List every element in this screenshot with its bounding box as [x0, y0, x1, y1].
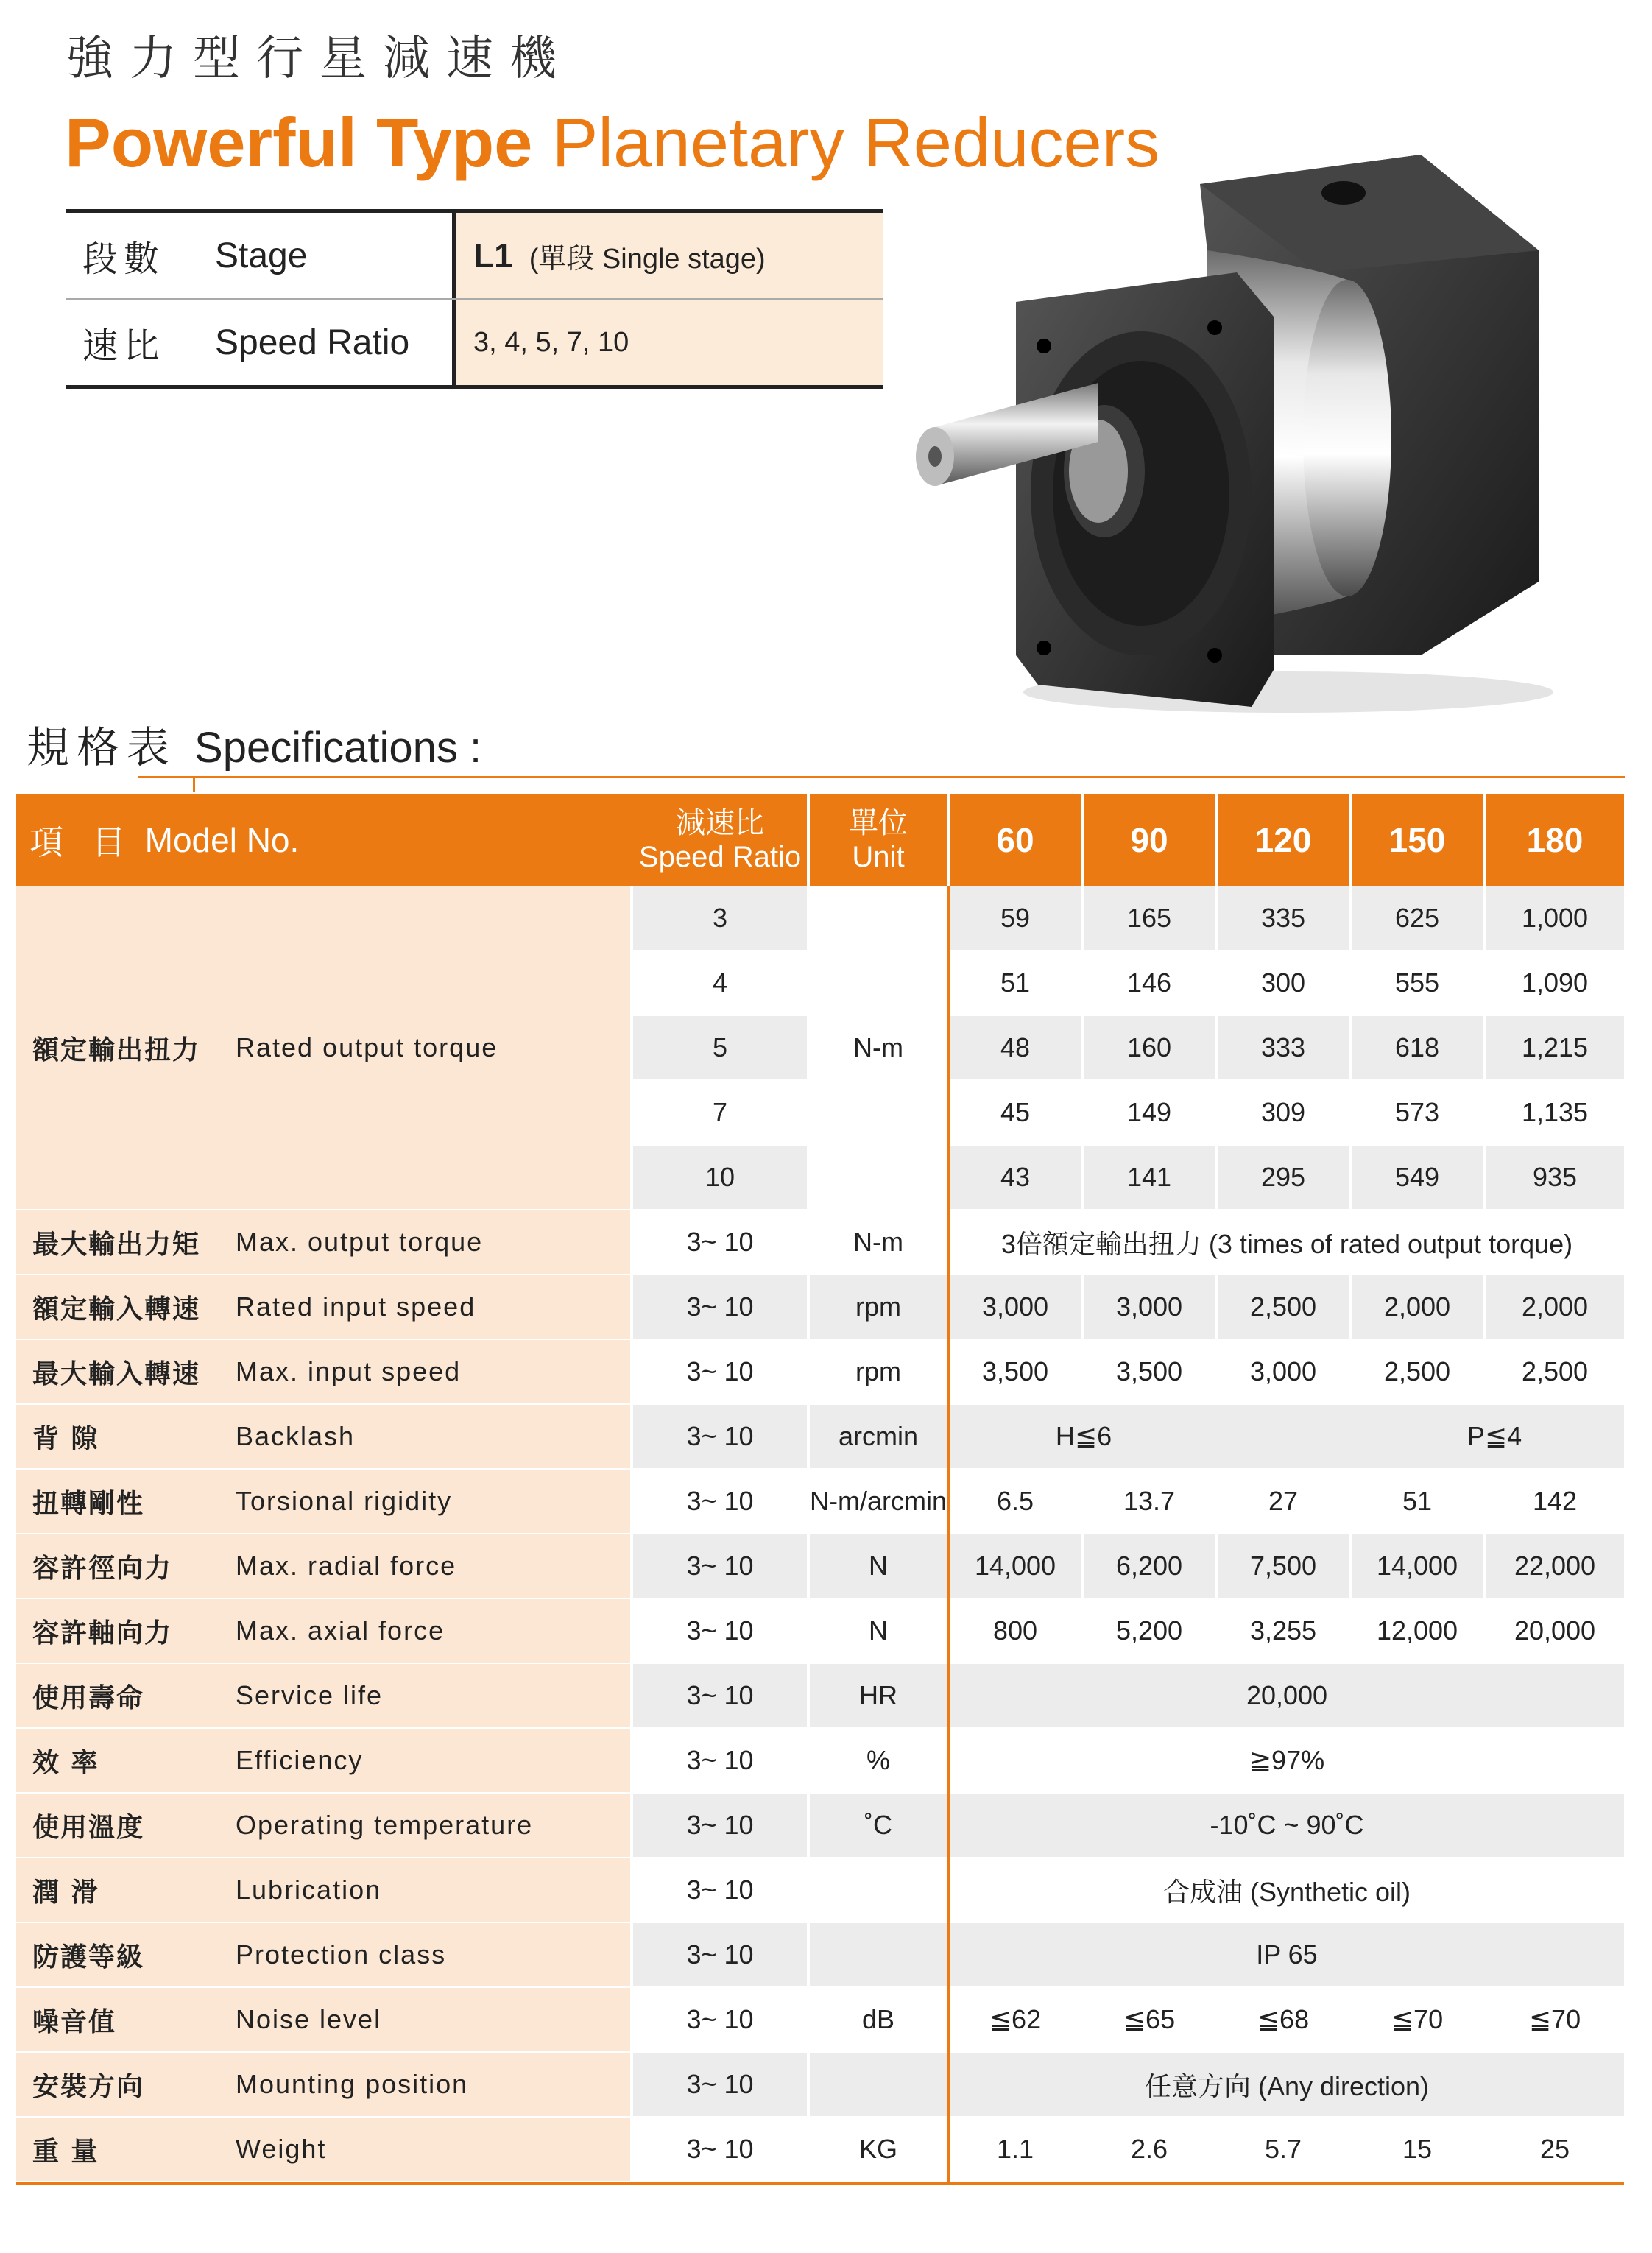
row-unit: rpm — [810, 1340, 947, 1403]
row-value: 14,000 — [950, 1534, 1081, 1598]
torque-value: 149 — [1084, 1081, 1215, 1144]
row-label-en: Torsional rigidity — [236, 1486, 453, 1516]
row-span-value: 20,000 — [950, 1664, 1624, 1727]
stage-value — [456, 213, 883, 298]
ratio-label-en: Speed Ratio — [215, 322, 410, 362]
row-label-en: Operating temperature — [236, 1810, 534, 1840]
row-ratio: 3~ 10 — [633, 1729, 807, 1792]
stage-row — [66, 213, 883, 298]
row-span-value: 3倍額定輸出扭力 (3 times of rated output torque) — [950, 1210, 1624, 1274]
row-label-cn: 使用壽命 — [32, 1682, 145, 1713]
row-value: 6.5 — [950, 1470, 1081, 1533]
row-label-en: Backlash — [236, 1421, 356, 1451]
row-value: 7,500 — [1218, 1534, 1349, 1598]
row-label-max-output-torque — [16, 1210, 630, 1274]
row-value: 3,000 — [1218, 1340, 1349, 1403]
row-unit — [810, 1923, 947, 1986]
stage-label — [66, 213, 456, 298]
row-value: 5.7 — [1218, 2118, 1349, 2181]
header-model — [16, 794, 643, 886]
header-model-90: 90 — [1084, 794, 1215, 886]
row-value: 3,255 — [1218, 1599, 1349, 1663]
row-value: 22,000 — [1486, 1534, 1624, 1598]
title-chinese: 強力型行星減速機 — [66, 32, 573, 86]
spec-heading-en: Specifications : — [194, 724, 482, 772]
torque-value: 1,000 — [1486, 886, 1624, 950]
torque-ratio: 4 — [633, 951, 807, 1015]
row-unit — [810, 1858, 947, 1922]
torque-value: 1,135 — [1486, 1081, 1624, 1144]
row-label-en: Efficiency — [236, 1745, 364, 1775]
row-label-cn: 容許軸向力 — [32, 1618, 173, 1649]
header-model-180: 180 — [1486, 794, 1624, 886]
row-unit: KG — [810, 2118, 947, 2181]
row-label-noise-level — [16, 1988, 630, 2051]
header-unit — [810, 794, 947, 886]
row-value: 15 — [1352, 2118, 1483, 2181]
row-value: 3,000 — [1084, 1275, 1215, 1339]
header-unit-cn: 單位 — [849, 807, 908, 839]
row-value: 13.7 — [1084, 1470, 1215, 1533]
ratio-row — [66, 298, 883, 385]
row-unit: N — [810, 1599, 947, 1663]
torque-value: 146 — [1084, 951, 1215, 1015]
specifications-heading — [27, 713, 481, 775]
row-label-mounting-position — [16, 2053, 630, 2116]
title-bold: Powerful Type — [65, 104, 533, 181]
header-model-cn: 項 目 — [29, 822, 135, 862]
torque-value: 549 — [1352, 1146, 1483, 1209]
row-label-en: Max. radial force — [236, 1551, 457, 1581]
ratio-list: 3, 4, 5, 7, 10 — [473, 326, 629, 358]
row-value: 14,000 — [1352, 1534, 1483, 1598]
row-unit: dB — [810, 1988, 947, 2051]
row-label-max-radial-force — [16, 1534, 630, 1598]
torque-ratio: 5 — [633, 1016, 807, 1079]
stage-label-en: Stage — [215, 236, 308, 275]
row-value: 2,000 — [1486, 1275, 1624, 1339]
row-label-cn: 額定輸入轉速 — [32, 1294, 201, 1325]
torque-value: 43 — [950, 1146, 1081, 1209]
row-unit: N — [810, 1534, 947, 1598]
row-ratio: 3~ 10 — [633, 1599, 807, 1663]
row-span-value: ≧97% — [950, 1729, 1624, 1792]
row-label-en: Lubrication — [236, 1875, 382, 1905]
row-value: 20,000 — [1486, 1599, 1624, 1663]
row-label-rated-input-speed — [16, 1275, 630, 1339]
torque-value: 59 — [950, 886, 1081, 950]
header-model-60: 60 — [950, 794, 1081, 886]
torque-value: 141 — [1084, 1146, 1215, 1209]
row-ratio: 3~ 10 — [633, 1405, 807, 1468]
row-value: 2,500 — [1218, 1275, 1349, 1339]
torque-value: 48 — [950, 1016, 1081, 1079]
row-label-torsional-rigidity — [16, 1470, 630, 1533]
row-ratio: 3~ 10 — [633, 1858, 807, 1922]
stage-table — [66, 209, 883, 389]
torque-value: 45 — [950, 1081, 1081, 1144]
header-speed-ratio — [633, 794, 807, 886]
row-label-cn: 背 隙 — [32, 1423, 99, 1454]
row-unit: rpm — [810, 1275, 947, 1339]
row-ratio: 3~ 10 — [633, 1470, 807, 1533]
row-label-max-input-speed — [16, 1340, 630, 1403]
row-label-cn: 最大輸出力矩 — [32, 1229, 201, 1260]
row-label-cn: 潤 滑 — [32, 1877, 99, 1908]
torque-ratio: 10 — [633, 1146, 807, 1209]
row-label-en: Weight — [236, 2134, 327, 2164]
torque-value: 160 — [1084, 1016, 1215, 1079]
row-span-value: 合成油 (Synthetic oil) — [950, 1858, 1624, 1922]
torque-value: 309 — [1218, 1081, 1349, 1144]
row-value: ≦68 — [1218, 1988, 1349, 2051]
row-ratio: 3~ 10 — [633, 1664, 807, 1727]
row-label-backlash — [16, 1405, 630, 1468]
row-label-en: Mounting position — [236, 2069, 469, 2099]
header-ratio-cn: 減速比 — [676, 807, 764, 839]
spec-heading-cn: 規格表 — [27, 722, 177, 772]
row-label-cn: 防護等級 — [32, 1942, 145, 1972]
row-ratio: 3~ 10 — [633, 1275, 807, 1339]
row-label-service-life — [16, 1664, 630, 1727]
row-unit: arcmin — [810, 1405, 947, 1468]
torque-value: 165 — [1084, 886, 1215, 950]
row-ratio: 3~ 10 — [633, 1340, 807, 1403]
torque-value: 625 — [1352, 886, 1483, 950]
row-ratio: 3~ 10 — [633, 1534, 807, 1598]
row-split-value: H≦6 — [950, 1405, 1218, 1468]
row-value: 5,200 — [1084, 1599, 1215, 1663]
torque-value: 618 — [1352, 1016, 1483, 1079]
row-value: 2,000 — [1352, 1275, 1483, 1339]
row-span-value: IP 65 — [950, 1923, 1624, 1986]
ratio-value — [456, 300, 883, 385]
row-value: 3,500 — [1084, 1340, 1215, 1403]
row-value: ≦70 — [1352, 1988, 1483, 2051]
row-value: 6,200 — [1084, 1534, 1215, 1598]
torque-value: 335 — [1218, 886, 1349, 950]
row-value: 2.6 — [1084, 2118, 1215, 2181]
row-label-en: Service life — [236, 1680, 384, 1710]
row-value: ≦62 — [950, 1988, 1081, 2051]
header-model-150: 150 — [1352, 794, 1483, 886]
torque-value: 1,090 — [1486, 951, 1624, 1015]
row-value: 800 — [950, 1599, 1081, 1663]
row-unit: N-m/arcmin — [810, 1470, 947, 1533]
row-value: 3,000 — [950, 1275, 1081, 1339]
row-ratio: 3~ 10 — [633, 1794, 807, 1857]
torque-value: 300 — [1218, 951, 1349, 1015]
row-label-cn: 安裝方向 — [32, 2071, 145, 2102]
stage-desc: (單段 Single stage) — [529, 243, 766, 275]
row-value: ≦70 — [1486, 1988, 1624, 2051]
row-label-weight — [16, 2118, 630, 2181]
row-label-operating-temperature — [16, 1794, 630, 1857]
row-label-cn: 額定輸出扭力 — [32, 1034, 201, 1065]
row-label-en: Rated input speed — [236, 1291, 476, 1322]
row-ratio: 3~ 10 — [633, 1210, 807, 1274]
row-split-value: P≦4 — [1218, 1405, 1624, 1468]
row-value: 27 — [1218, 1470, 1349, 1533]
row-value: 2,500 — [1352, 1340, 1483, 1403]
header-unit-en: Unit — [852, 841, 905, 873]
row-label-en: Max. axial force — [236, 1615, 445, 1646]
row-unit: ˚C — [810, 1794, 947, 1857]
row-label-max-axial-force — [16, 1599, 630, 1663]
row-label-en: Protection class — [236, 1939, 447, 1970]
row-ratio: 3~ 10 — [633, 1988, 807, 2051]
row-label-efficiency — [16, 1729, 630, 1792]
row-label-cn: 扭轉剛性 — [32, 1488, 145, 1519]
torque-value: 51 — [950, 951, 1081, 1015]
table-bottom-rule — [16, 2182, 1624, 2185]
row-unit — [810, 2053, 947, 2116]
row-label-en: Max. input speed — [236, 1356, 462, 1386]
torque-ratio: 7 — [633, 1081, 807, 1144]
title-light: Planetary Reducers — [551, 104, 1160, 181]
row-value: 2,500 — [1486, 1340, 1624, 1403]
row-label-cn: 使用溫度 — [32, 1812, 145, 1843]
ratio-label-cn: 速比 — [82, 325, 166, 367]
row-ratio: 3~ 10 — [633, 2053, 807, 2116]
row-label-cn: 容許徑向力 — [32, 1553, 173, 1584]
row-label-cn: 效 率 — [32, 1747, 99, 1778]
header-model-120: 120 — [1218, 794, 1349, 886]
row-label-cn: 最大輸入轉速 — [32, 1358, 201, 1389]
row-label-rated-output-torque — [16, 886, 630, 1209]
row-label-lubrication — [16, 1858, 630, 1922]
row-value: 142 — [1486, 1470, 1624, 1533]
torque-value: 295 — [1218, 1146, 1349, 1209]
row-value: 25 — [1486, 2118, 1624, 2181]
stage-code: L1 — [473, 236, 513, 275]
row-value: 12,000 — [1352, 1599, 1483, 1663]
row-ratio: 3~ 10 — [633, 2118, 807, 2181]
row-label-protection-class — [16, 1923, 630, 1986]
row-label-cn: 噪音值 — [32, 2006, 117, 2037]
torque-value: 935 — [1486, 1146, 1624, 1209]
row-unit: N-m — [810, 1210, 947, 1274]
row-span-value: -10˚C ~ 90˚C — [950, 1794, 1624, 1857]
heading-rule-tick — [193, 776, 195, 792]
row-value: 51 — [1352, 1470, 1483, 1533]
torque-value: 333 — [1218, 1016, 1349, 1079]
header-model-en: Model No. — [144, 821, 300, 859]
torque-value: 1,215 — [1486, 1016, 1624, 1079]
torque-value: 573 — [1352, 1081, 1483, 1144]
reducer-product-image — [906, 140, 1598, 722]
row-unit: HR — [810, 1664, 947, 1727]
row-label-en: Noise level — [236, 2004, 382, 2034]
row-value: 1.1 — [950, 2118, 1081, 2181]
torque-unit: N-m — [810, 886, 947, 1209]
ratio-label — [66, 300, 456, 385]
row-label-cn: 重 量 — [32, 2136, 99, 2167]
row-label-en: Max. output torque — [236, 1227, 484, 1257]
row-ratio: 3~ 10 — [633, 1923, 807, 1986]
row-label-en: Rated output torque — [236, 1032, 498, 1062]
row-value: 3,500 — [950, 1340, 1081, 1403]
torque-ratio: 3 — [633, 886, 807, 950]
header-ratio-en: Speed Ratio — [638, 841, 802, 873]
row-span-value: 任意方向 (Any direction) — [950, 2053, 1624, 2116]
stage-label-cn: 段數 — [82, 238, 166, 280]
row-unit: % — [810, 1729, 947, 1792]
torque-value: 555 — [1352, 951, 1483, 1015]
heading-rule — [138, 776, 1625, 778]
row-value: ≦65 — [1084, 1988, 1215, 2051]
